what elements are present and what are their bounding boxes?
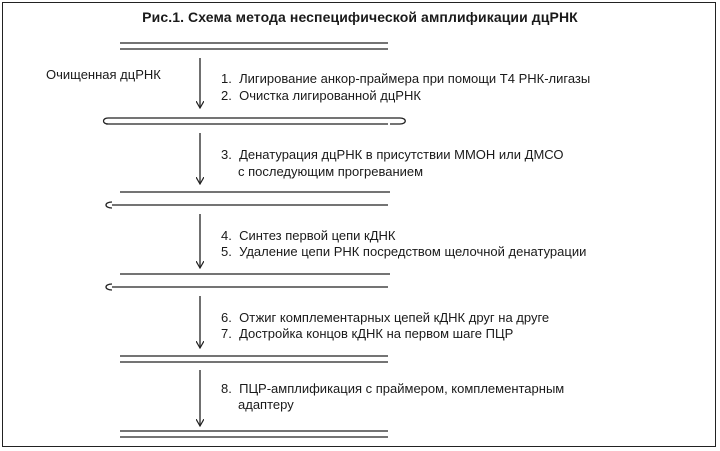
step-6-number: 6.	[221, 310, 236, 325]
step-2-text: Очистка лигированной дцРНК	[239, 88, 421, 103]
adapter-loop-left	[104, 118, 121, 124]
step-7-number: 7.	[221, 326, 236, 341]
step-5-number: 5.	[221, 244, 236, 259]
first-strand-cdna	[106, 274, 390, 290]
ligated-dsrna	[104, 118, 406, 124]
step-1-number: 1.	[221, 71, 236, 86]
start-label: Очищенная дцРНК	[46, 67, 161, 82]
pcr-product-duplex	[120, 431, 388, 437]
step-8-number: 8.	[221, 381, 236, 396]
strand-loop-left	[106, 202, 112, 208]
adapter-loop-right	[390, 118, 405, 124]
annealed-cdna-duplex	[120, 356, 388, 362]
denatured-strands	[106, 192, 390, 208]
step-4-number: 4.	[221, 228, 236, 243]
step-8-continuation-text: адаптеру	[238, 397, 294, 412]
figure-title: Рис.1. Схема метода неспецифической амплификации дцРНК	[142, 9, 578, 25]
step-4-text: Синтез первой цепи кДНК	[239, 228, 396, 243]
step-3-text: Денатурация дцРНК в присутствии ММОН или ДМСО	[239, 147, 564, 162]
step-7-text: Достройка концов кДНК на первом шаге ПЦР	[239, 326, 514, 341]
step-3-number: 3.	[221, 147, 236, 162]
cdna-loop-left	[106, 284, 112, 290]
step-6-text: Отжиг комплементарных цепей кДНК друг на друге	[239, 310, 550, 325]
step-2-number: 2.	[221, 88, 236, 103]
dsrna-duplex	[120, 43, 388, 49]
step-5-text: Удаление цепи РНК посредством щелочной денатурации	[239, 244, 587, 259]
step-3-continuation-text: с последующим прогреванием	[238, 164, 424, 179]
step-8-text: ПЦР-амплификация с праймером, комплементарным	[239, 381, 565, 396]
step-1-text: Лигирование анкор-праймера при помощи Т4 РНК-лигазы	[239, 71, 591, 86]
